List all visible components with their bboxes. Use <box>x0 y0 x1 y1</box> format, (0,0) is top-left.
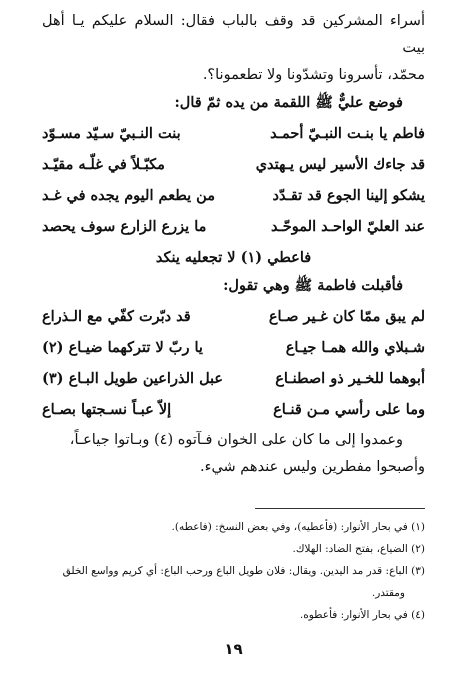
verse-second-hemistich: من يطعم اليوم يجده في غـد <box>42 187 215 204</box>
lead-line-1: فوضع عليٌّ ﷺ اللقمة من يده ثمّ قال: <box>174 94 403 111</box>
intro-line-2: محمّد، تأسرونا وتشدّونا ولا تطعمونا؟. <box>202 67 425 83</box>
poem-1 <box>42 118 425 242</box>
verse-first-hemistich: عند العليّ الواحـد الموحّـد <box>270 218 425 235</box>
footnotes <box>42 516 425 626</box>
verse-second-hemistich: عبل الذراعين طويل البـاع (٣) <box>42 370 224 387</box>
closing-line-1: وعمدوا إلى ما كان على الخوان فـآتوه (٤) وبـاتوا جياعـاً، <box>69 432 403 448</box>
verse-first-hemistich: أبوهما للخـير ذو اصطنـاع <box>275 370 425 387</box>
verse-first-hemistich: قد جاءك الأسير ليس يـهتدي <box>255 156 425 173</box>
verse-line <box>42 301 425 332</box>
verse-first-hemistich: يشكو إلينا الجوع قد تقـدّد <box>272 187 425 204</box>
verse-second-hemistich: إلاّ عبـاً نسـجتها بصـاع <box>42 401 172 418</box>
verse-line <box>42 363 425 394</box>
verse-second-hemistich: يا ربّ لا تتركهما ضيـاع (٢) <box>42 339 203 356</box>
verse-line <box>42 211 425 242</box>
footnote-3: (٣) الباع: قدر مد اليدين. ويقال: فلان طويل الباع ورحب الباع: أي كريم وواسع الخلق <box>62 565 425 577</box>
footnote-4: (٤) في بحار الأنوار: فأعطوه. <box>299 609 425 621</box>
footnote-1: (١) في بحار الأنوار: (فأعطيه)، وفي بعض النسخ: (فاعطه). <box>171 521 425 533</box>
verse-line <box>42 332 425 363</box>
poem-1-closing-line: فاعطي (١) لا تجعليه ينكد <box>155 249 312 266</box>
verse-second-hemistich: ما يزرع الزارع سوف يحصد <box>42 218 207 235</box>
lead-line-2: فأقبلت فاطمة ﷺ وهي تقول: <box>223 277 403 294</box>
verse-line <box>42 149 425 180</box>
footnote-2: (٢) الضياع، بفتح الضاد: الهلاك. <box>292 543 425 555</box>
verse-first-hemistich: فاطم يا بنـت النبـيّ أحمـد <box>270 125 425 142</box>
page-number: ١٩ <box>224 640 243 658</box>
verse-second-hemistich: بنت النـبيّ سـيّد مسـوّد <box>42 125 181 142</box>
footnote-3-continuation: ومقتدر. <box>371 587 405 599</box>
verse-second-hemistich: مكبّـلاً في غلّـه مقيّـد <box>42 156 165 173</box>
verse-line <box>42 394 425 425</box>
verse-second-hemistich: قد دبّرت كفّي مع الـذراع <box>42 308 191 325</box>
verse-first-hemistich: شـبلاي والله همـا جيـاع <box>285 339 425 356</box>
intro-line-1: أسراء المشركين قد وقف بالباب فقال: السلام عليكم يـا أهل بيت <box>42 13 425 56</box>
verse-first-hemistich: لم يبق ممّا كان غـير صـاع <box>268 308 425 325</box>
verse-line <box>42 180 425 211</box>
poem-2 <box>42 301 425 425</box>
footnote-divider <box>255 508 425 509</box>
verse-line <box>42 118 425 149</box>
verse-first-hemistich: وما على رأسي مـن قنـاع <box>273 401 425 418</box>
closing-line-2: وأصبحوا مفطرين وليس عندهم شيء. <box>200 459 425 475</box>
